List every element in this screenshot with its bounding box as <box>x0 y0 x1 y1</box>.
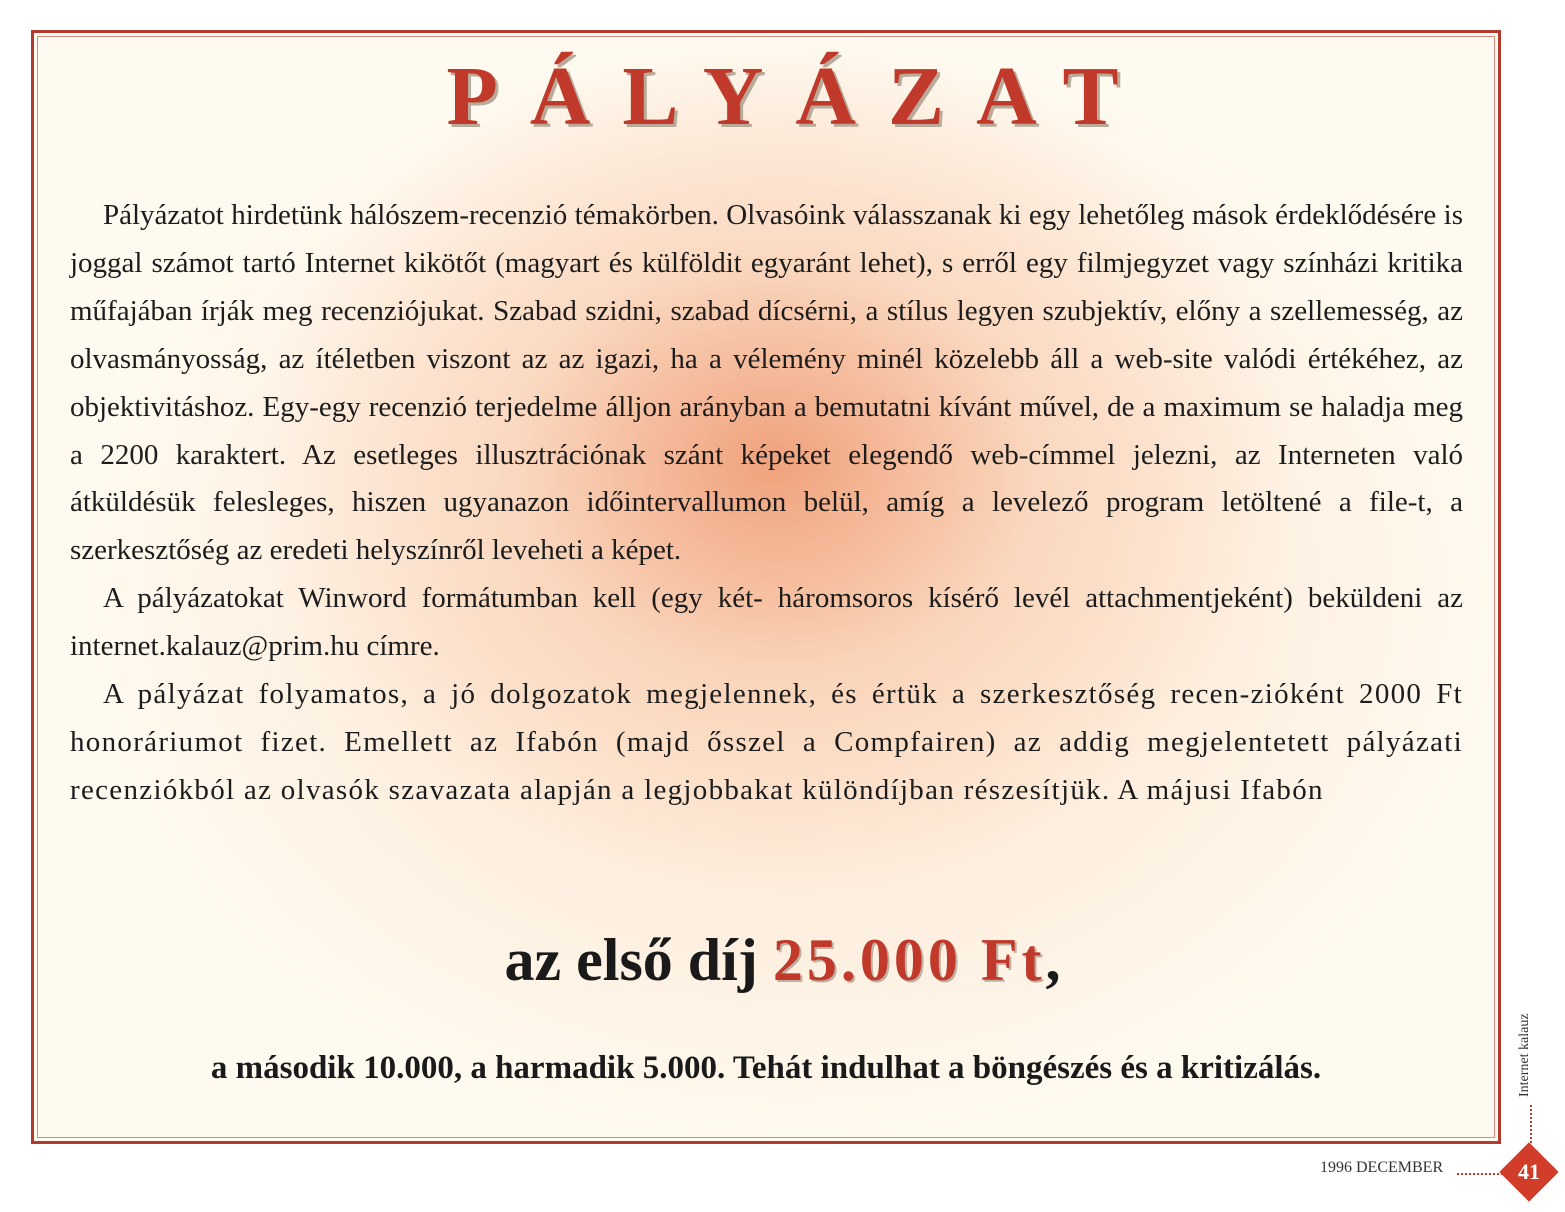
other-prizes-line: a második 10.000, a harmadik 5.000. Tehát indulhat a böngészés és a kritizálás. <box>210 1050 1322 1086</box>
side-dotted-leader <box>1530 1105 1532 1147</box>
paragraph-rules: Pályázatot hirdetünk hálószem-recenzió témakörben. Olvasóink válasszanak ki egy lehetőleg mások érdeklődésére is joggal számot tartó Internet kikötőt (magyart és külföldit egyaránt lehet), s erről egy filmjegyzet vagy színházi kritika műfajában írják meg recenziójukat. Szabad szidni, szabad dícsérni, a stílus legyen szubjektív, előny a szellemesség, az olvasmányosság, az ítéletben viszont az az igazi, ha a vélemény minél közelebb áll a web-site valódi értékéhez, az objektivitáshoz. Egy-egy recenzió terjedelme álljon arányban a bemutatni kívánt művel, de a maximum se haladja meg a 2200 karaktert. Az esetleges illusztrációnak szánt képeket elegendő web-címmel jelezni, az Interneten való átküldésük felesleges, hiszen ugyanazon időintervallumon belül, amíg a levelező program letöltené a file-t, a szerkesztőség az eredeti helyszínről leveheti a képet. <box>70 199 1463 567</box>
magazine-side-label: Internet kalauz <box>1517 1013 1532 1097</box>
paragraph-prizes: A pályázat folyamatos, a jó dolgozatok megjelennek, és értük a szerkesztőség recen-zióként 2000 Ft honoráriumot fizet. Emellett az Ifabón (majd ősszel a Compfairen) az addig megjelentetett pályázati recenziókból az olvasók szavazata alapján a legjobbakat különdíjban részesítjük. A májusi Ifabón <box>70 678 1463 806</box>
issue-date: 1996 DECEMBER <box>1320 1159 1444 1176</box>
announcement-body <box>70 192 1463 815</box>
first-prize-line <box>0 927 1565 993</box>
footer-dotted-leader <box>1457 1173 1503 1175</box>
first-prize-amount: 25.000 Ft <box>772 927 1046 993</box>
first-prize-prefix: az első díj <box>504 927 758 993</box>
page-title: PÁLYÁZAT <box>446 50 1151 143</box>
paragraph-submission: A pályázatokat Winword formátumban kell (egy két- háromsoros kísérő levél attachmentjeként) beküldeni az internet.kalauz@prim.hu címre. <box>70 582 1463 663</box>
page-number: 41 <box>1518 1159 1540 1184</box>
first-prize-suffix: , <box>1045 927 1061 993</box>
